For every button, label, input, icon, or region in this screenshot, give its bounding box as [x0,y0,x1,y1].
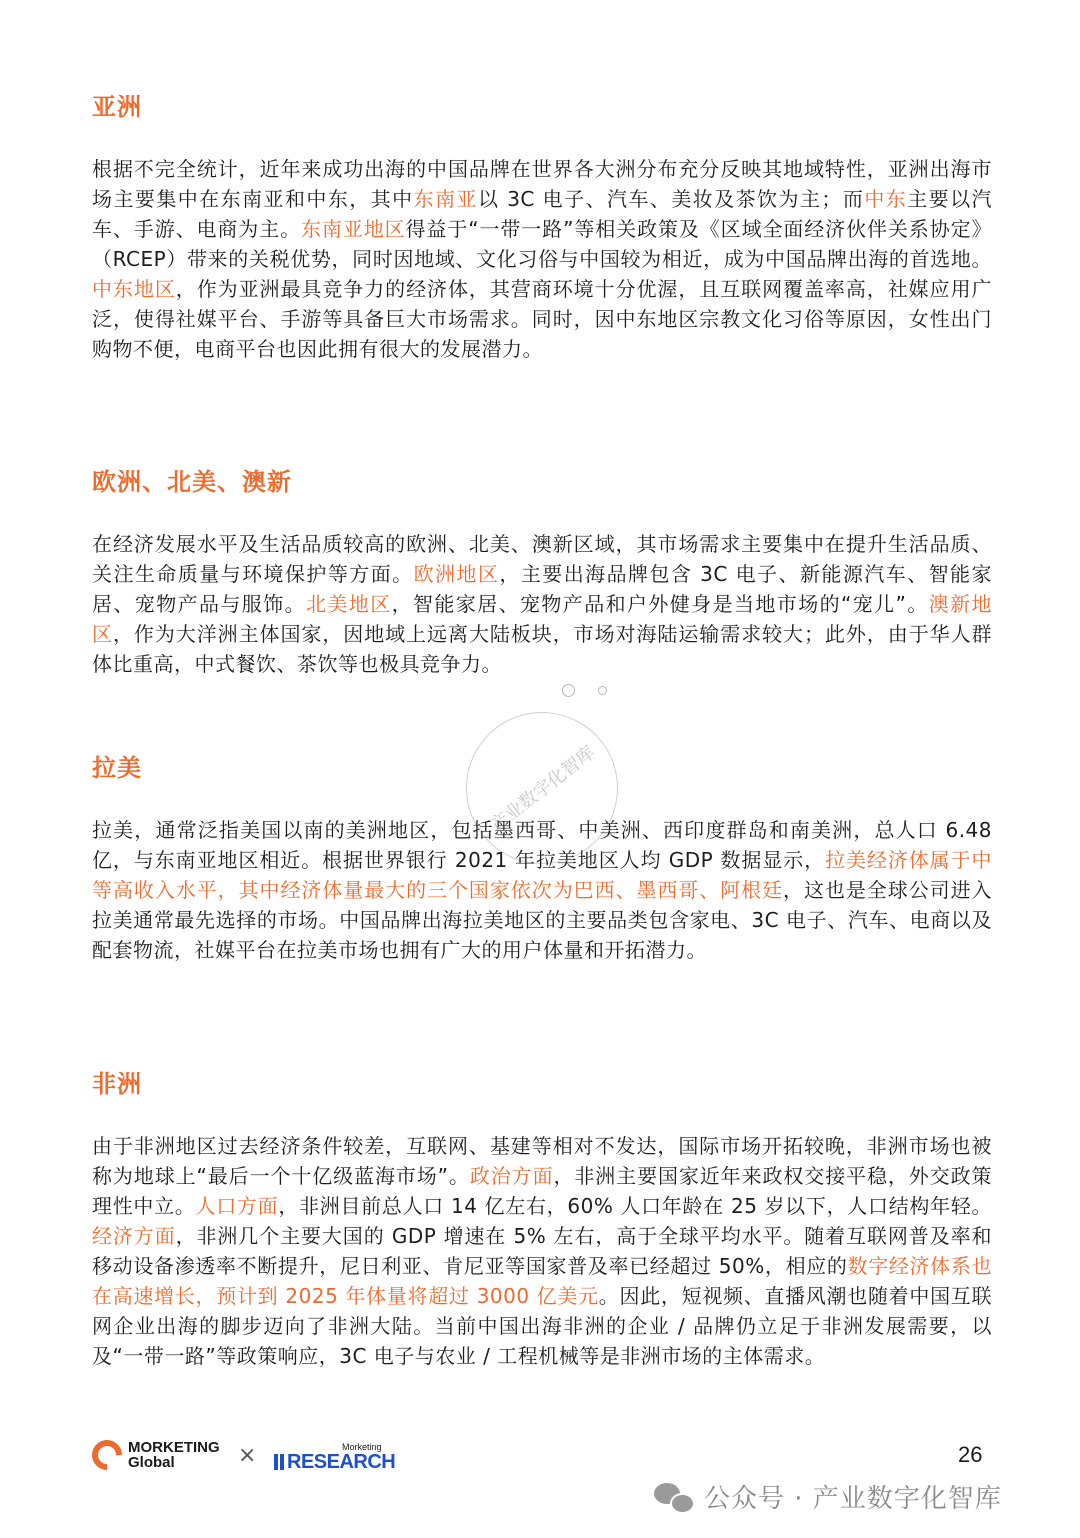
section-heading: 拉美 [92,754,142,782]
body-text: 根据不完全统计，近年来成功出海的中国品牌在世界各大洲分布充分反映其地域特性，亚洲出海市场主要集中在东南亚和中东，其中 [92,157,992,211]
highlighted-text: 东南亚 [413,187,478,211]
section-paragraph [92,815,992,965]
highlighted-text: 拉美经济体属于中等高收入水平，其中经济体量最大的三个国家依次为巴西、墨西哥、阿根廷 [92,848,993,902]
body-text: ，主要出海品牌包含 3C 电子、新能源汽车、智能家居、宠物产品与服饰。 [92,562,993,616]
body-text: 以 3C 电子、汽车、美妆及茶饮为主；而 [477,187,865,211]
section-paragraph [92,1131,992,1371]
body-text: ，非洲目前总人口 14 亿左右，60% 人口年龄在 25 岁以下，人口结构年轻。 [278,1194,993,1218]
highlighted-text: 人口方面 [195,1194,279,1218]
body-text: 在经济发展水平及生活品质较高的欧洲、北美、澳新区域，其市场需求主要集中在提升生活品质、关注生命质量与环境保护等方面。 [92,532,992,586]
highlighted-text: 政治方面 [469,1164,554,1188]
wechat-account-label [654,1478,1002,1515]
body-text: 由于非洲地区过去经济条件较差，互联网、基建等相对不发达，国际市场开拓较晚，非洲市场也被称为地球上“最后一个十亿级蓝海市场”。 [92,1134,992,1188]
body-text: 。因此，短视频、直播风潮也随着中国互联网企业出海的脚步迈向了非洲大陆。当前中国出海非洲的企业 / 品牌仍立足于非洲发展需要，以及“一带一路”等政策响应，3C 电子与农业 / 工程机械等是非洲市场的主体需求。 [92,1284,993,1368]
section-africa-body [92,1131,992,1371]
watermark-text: 产业数字化智库 [486,742,600,837]
highlighted-text: 经济方面 [92,1224,176,1248]
morketing-logo-icon [86,1434,128,1476]
body-text: ，作为亚洲最具竞争力的经济体，其营商环境十分优渥，且互联网覆盖率高，社媒应用广泛，使得社媒平台、手游等具备巨大市场需求。同时，因中东地区宗教文化习俗等原因，女性出门购物不便，电商平台也因此拥有很大的发展潜力。 [92,277,993,361]
page-number: 26 [958,1442,983,1467]
section-europe-na-anz-body [92,529,992,679]
highlighted-text: 数字经济体系也在高速增长，预计到 2025 年体量将超过 3000 亿美元 [92,1254,993,1308]
highlighted-text: 中东 [864,187,908,211]
logo-separator: × [238,1443,257,1468]
logo-line-1: MORKETING [128,1439,220,1456]
morketing-global-logo [92,1440,220,1470]
section-africa [92,1069,992,1099]
section-latam [92,753,992,783]
section-heading: 非洲 [92,1070,142,1098]
research-logo-main: RESEARCH [287,1451,396,1473]
body-text: ，非洲主要国家近年来政权交接平稳，外交政策理性中立。 [92,1164,992,1218]
section-latam-body [92,815,992,965]
section-heading: 欧洲、北美、澳新 [92,468,292,496]
highlighted-text: 欧洲地区 [413,562,500,586]
section-asia-body [92,154,992,364]
wechat-text: 公众号 · 产业数字化智库 [704,1484,1002,1514]
section-paragraph [92,529,992,679]
body-text: ，智能家居、宠物产品和户外健身是当地市场的“宠儿”。 [391,592,929,616]
section-asia [92,92,992,122]
body-text: ，作为大洋洲主体国家，因地域上远离大陆板块，市场对海陆运输需求较大；此外，由于华人群体比重高，中式餐饮、茶饮等也极具竞争力。 [92,622,993,676]
section-paragraph [92,154,992,364]
body-text: ，这也是全球公司进入拉美通常最先选择的市场。中国品牌出海拉美地区的主要品类包含家电、3C 电子、汽车、电商以及配套物流，社媒平台在拉美市场也拥有广大的用户体量和开拓潜力。 [92,878,993,962]
section-europe-na-anz [92,467,992,497]
wechat-icon [654,1481,694,1513]
body-text: 拉美，通常泛指美国以南的美洲地区，包括墨西哥、中美洲、西印度群岛和南美洲，总人口 6.48 亿，与东南亚地区相近。根据世界银行 2021 年拉美地区人均 GDP 数据显示， [92,818,992,872]
highlighted-text: 东南亚地区 [301,217,406,241]
research-logo-small: Morketing [342,1442,382,1452]
logo-line-2: Global [128,1454,175,1471]
highlighted-text: 中东地区 [92,277,176,301]
section-heading: 亚洲 [92,93,142,121]
body-text: 主要以汽车、手游、电商为主。 [92,187,993,241]
body-text: ，非洲几个主要大国的 GDP 增速在 5% 左右，高于全球平均水平。随着互联网普及率和移动设备渗透率不断提升，尼日利亚、肯尼亚等国家普及率已经超过 50%，相应的 [92,1224,993,1278]
highlighted-text: 澳新地区 [92,592,993,646]
body-text: 得益于“一带一路”等相关政策及《区域全面经济伙伴关系协定》（RCEP）带来的关税优势，同时因地域、文化习俗与中国较为相近，成为中国品牌出海的首选地。 [92,217,992,271]
highlighted-text: 北美地区 [306,592,392,616]
